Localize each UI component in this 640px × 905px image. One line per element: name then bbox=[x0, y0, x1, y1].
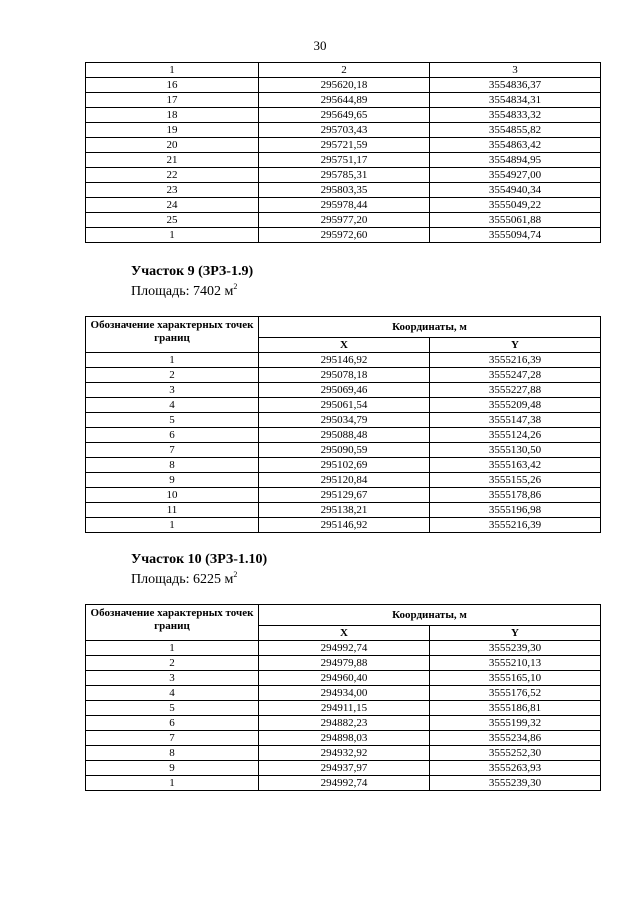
coordinate-y: 3554836,37 bbox=[430, 78, 601, 93]
coordinate-y: 3555227,88 bbox=[430, 383, 601, 398]
point-number: 11 bbox=[86, 503, 259, 518]
point-number: 6 bbox=[86, 716, 259, 731]
coordinate-y: 3555061,88 bbox=[430, 213, 601, 228]
coordinate-x: 295751,17 bbox=[259, 153, 430, 168]
coordinate-y: 3555239,30 bbox=[430, 776, 601, 791]
table-row bbox=[86, 353, 601, 368]
coordinate-y: 3555247,28 bbox=[430, 368, 601, 383]
point-number: 3 bbox=[86, 671, 259, 686]
coordinate-x: 294960,40 bbox=[259, 671, 430, 686]
coordinate-y: 3555196,98 bbox=[430, 503, 601, 518]
table-row bbox=[86, 428, 601, 443]
coordinate-y: 3555124,26 bbox=[430, 428, 601, 443]
point-number: 18 bbox=[86, 108, 259, 123]
table-row bbox=[86, 458, 601, 473]
table-row bbox=[86, 168, 601, 183]
coordinate-x: 294934,00 bbox=[259, 686, 430, 701]
table-row bbox=[86, 413, 601, 428]
coordinate-y: 3554894,95 bbox=[430, 153, 601, 168]
coordinates-table-section-10 bbox=[85, 604, 601, 791]
coordinate-x: 295803,35 bbox=[259, 183, 430, 198]
table-row bbox=[86, 213, 601, 228]
point-number: 9 bbox=[86, 761, 259, 776]
header-point-designation: Обозначение характерных точек границ bbox=[86, 317, 259, 353]
table-row bbox=[86, 686, 601, 701]
coordinate-y: 3555130,50 bbox=[430, 443, 601, 458]
coordinate-y: 3554855,82 bbox=[430, 123, 601, 138]
coordinate-x: 295102,69 bbox=[259, 458, 430, 473]
page-number: 30 bbox=[313, 38, 327, 53]
header-coordinates: Координаты, м bbox=[259, 605, 601, 626]
table-row bbox=[86, 368, 601, 383]
coordinate-x: 295034,79 bbox=[259, 413, 430, 428]
table-row bbox=[86, 228, 601, 243]
coordinate-y: 3555210,13 bbox=[430, 656, 601, 671]
table-row bbox=[86, 731, 601, 746]
coordinates-table-continued bbox=[85, 62, 601, 243]
column-number-3: 3 bbox=[430, 63, 601, 78]
coordinates-table-section-9 bbox=[85, 316, 601, 533]
table-row bbox=[86, 153, 601, 168]
header-coordinates: Координаты, м bbox=[259, 317, 601, 338]
coordinate-x: 295972,60 bbox=[259, 228, 430, 243]
section-title-9: Участок 9 (ЗРЗ-1.9) bbox=[131, 264, 254, 279]
coordinate-x: 295090,59 bbox=[259, 443, 430, 458]
point-number: 4 bbox=[86, 686, 259, 701]
table-row bbox=[86, 641, 601, 656]
coordinate-y: 3555252,30 bbox=[430, 746, 601, 761]
point-number: 4 bbox=[86, 398, 259, 413]
table-row bbox=[86, 761, 601, 776]
point-number: 6 bbox=[86, 428, 259, 443]
point-number: 1 bbox=[86, 641, 259, 656]
coordinate-y: 3555199,32 bbox=[430, 716, 601, 731]
point-number: 1 bbox=[86, 353, 259, 368]
point-number: 10 bbox=[86, 488, 259, 503]
coordinate-x: 295649,65 bbox=[259, 108, 430, 123]
table-row bbox=[86, 108, 601, 123]
table-row bbox=[86, 776, 601, 791]
point-number: 3 bbox=[86, 383, 259, 398]
coordinate-y: 3555049,22 bbox=[430, 198, 601, 213]
coordinate-y: 3554940,34 bbox=[430, 183, 601, 198]
coordinate-x: 295146,92 bbox=[259, 518, 430, 533]
coordinate-x: 295721,59 bbox=[259, 138, 430, 153]
coordinate-x: 295146,92 bbox=[259, 353, 430, 368]
coordinate-y: 3555163,42 bbox=[430, 458, 601, 473]
table-row bbox=[86, 123, 601, 138]
table-row bbox=[86, 473, 601, 488]
point-number: 8 bbox=[86, 746, 259, 761]
coordinate-y: 3555216,39 bbox=[430, 518, 601, 533]
coordinate-x: 295620,18 bbox=[259, 78, 430, 93]
table-row bbox=[86, 398, 601, 413]
coordinate-y: 3555165,10 bbox=[430, 671, 601, 686]
header-y: Y bbox=[430, 338, 601, 353]
coordinate-y: 3554834,31 bbox=[430, 93, 601, 108]
coordinate-y: 3554927,00 bbox=[430, 168, 601, 183]
coordinate-x: 295129,67 bbox=[259, 488, 430, 503]
point-number: 20 bbox=[86, 138, 259, 153]
coordinate-x: 295088,48 bbox=[259, 428, 430, 443]
coordinate-y: 3555176,52 bbox=[430, 686, 601, 701]
point-number: 8 bbox=[86, 458, 259, 473]
coordinate-x: 294992,74 bbox=[259, 776, 430, 791]
area-superscript: 2 bbox=[233, 282, 238, 291]
coordinate-x: 295120,84 bbox=[259, 473, 430, 488]
point-number: 7 bbox=[86, 443, 259, 458]
coordinate-x: 295644,89 bbox=[259, 93, 430, 108]
point-number: 2 bbox=[86, 656, 259, 671]
point-number: 1 bbox=[86, 776, 259, 791]
point-number: 1 bbox=[86, 228, 259, 243]
table-row bbox=[86, 93, 601, 108]
point-number: 21 bbox=[86, 153, 259, 168]
coordinate-x: 294882,23 bbox=[259, 716, 430, 731]
coordinate-x: 294898,03 bbox=[259, 731, 430, 746]
point-number: 25 bbox=[86, 213, 259, 228]
coordinate-x: 295078,18 bbox=[259, 368, 430, 383]
coordinate-y: 3555263,93 bbox=[430, 761, 601, 776]
point-number: 17 bbox=[86, 93, 259, 108]
coordinate-y: 3555239,30 bbox=[430, 641, 601, 656]
table-row bbox=[86, 443, 601, 458]
coordinate-x: 295061,54 bbox=[259, 398, 430, 413]
header-point-designation: Обозначение характерных точек границ bbox=[86, 605, 259, 641]
section-area-10 bbox=[131, 570, 237, 588]
point-number: 1 bbox=[86, 518, 259, 533]
header-x: X bbox=[259, 626, 430, 641]
coordinate-y: 3555147,38 bbox=[430, 413, 601, 428]
coordinate-y: 3554863,42 bbox=[430, 138, 601, 153]
point-number: 24 bbox=[86, 198, 259, 213]
point-number: 19 bbox=[86, 123, 259, 138]
area-label: Площадь: 6225 м bbox=[131, 572, 234, 587]
point-number: 16 bbox=[86, 78, 259, 93]
section-title-10: Участок 10 (ЗРЗ-1.10) bbox=[131, 552, 268, 567]
table-row bbox=[86, 656, 601, 671]
table-row bbox=[86, 503, 601, 518]
table-row bbox=[86, 671, 601, 686]
point-number: 2 bbox=[86, 368, 259, 383]
coordinate-y: 3555186,81 bbox=[430, 701, 601, 716]
coordinate-y: 3555234,86 bbox=[430, 731, 601, 746]
area-superscript: 2 bbox=[233, 570, 238, 579]
section-area-9 bbox=[131, 282, 237, 300]
table-row bbox=[86, 716, 601, 731]
area-label: Площадь: 7402 м bbox=[131, 284, 234, 299]
coordinate-x: 295703,43 bbox=[259, 123, 430, 138]
coordinate-x: 294979,88 bbox=[259, 656, 430, 671]
coordinate-x: 294937,97 bbox=[259, 761, 430, 776]
table-row bbox=[86, 701, 601, 716]
header-x: X bbox=[259, 338, 430, 353]
header-y: Y bbox=[430, 626, 601, 641]
table-row bbox=[86, 138, 601, 153]
coordinate-y: 3555216,39 bbox=[430, 353, 601, 368]
point-number: 7 bbox=[86, 731, 259, 746]
coordinate-x: 295785,31 bbox=[259, 168, 430, 183]
point-number: 23 bbox=[86, 183, 259, 198]
table-row bbox=[86, 746, 601, 761]
table-row bbox=[86, 78, 601, 93]
column-number-1: 1 bbox=[86, 63, 259, 78]
table-header-row bbox=[86, 63, 601, 78]
coordinate-x: 294932,92 bbox=[259, 746, 430, 761]
coordinate-x: 295069,46 bbox=[259, 383, 430, 398]
point-number: 5 bbox=[86, 701, 259, 716]
coordinate-x: 295977,20 bbox=[259, 213, 430, 228]
point-number: 5 bbox=[86, 413, 259, 428]
coordinate-y: 3555094,74 bbox=[430, 228, 601, 243]
coordinate-x: 295138,21 bbox=[259, 503, 430, 518]
table-row bbox=[86, 198, 601, 213]
column-number-2: 2 bbox=[259, 63, 430, 78]
point-number: 22 bbox=[86, 168, 259, 183]
coordinate-y: 3555209,48 bbox=[430, 398, 601, 413]
coordinate-x: 295978,44 bbox=[259, 198, 430, 213]
point-number: 9 bbox=[86, 473, 259, 488]
coordinate-x: 294911,15 bbox=[259, 701, 430, 716]
table-row bbox=[86, 183, 601, 198]
table-row bbox=[86, 518, 601, 533]
table-row bbox=[86, 383, 601, 398]
table-row bbox=[86, 488, 601, 503]
coordinate-x: 294992,74 bbox=[259, 641, 430, 656]
coordinate-y: 3555178,86 bbox=[430, 488, 601, 503]
coordinate-y: 3554833,32 bbox=[430, 108, 601, 123]
coordinate-y: 3555155,26 bbox=[430, 473, 601, 488]
